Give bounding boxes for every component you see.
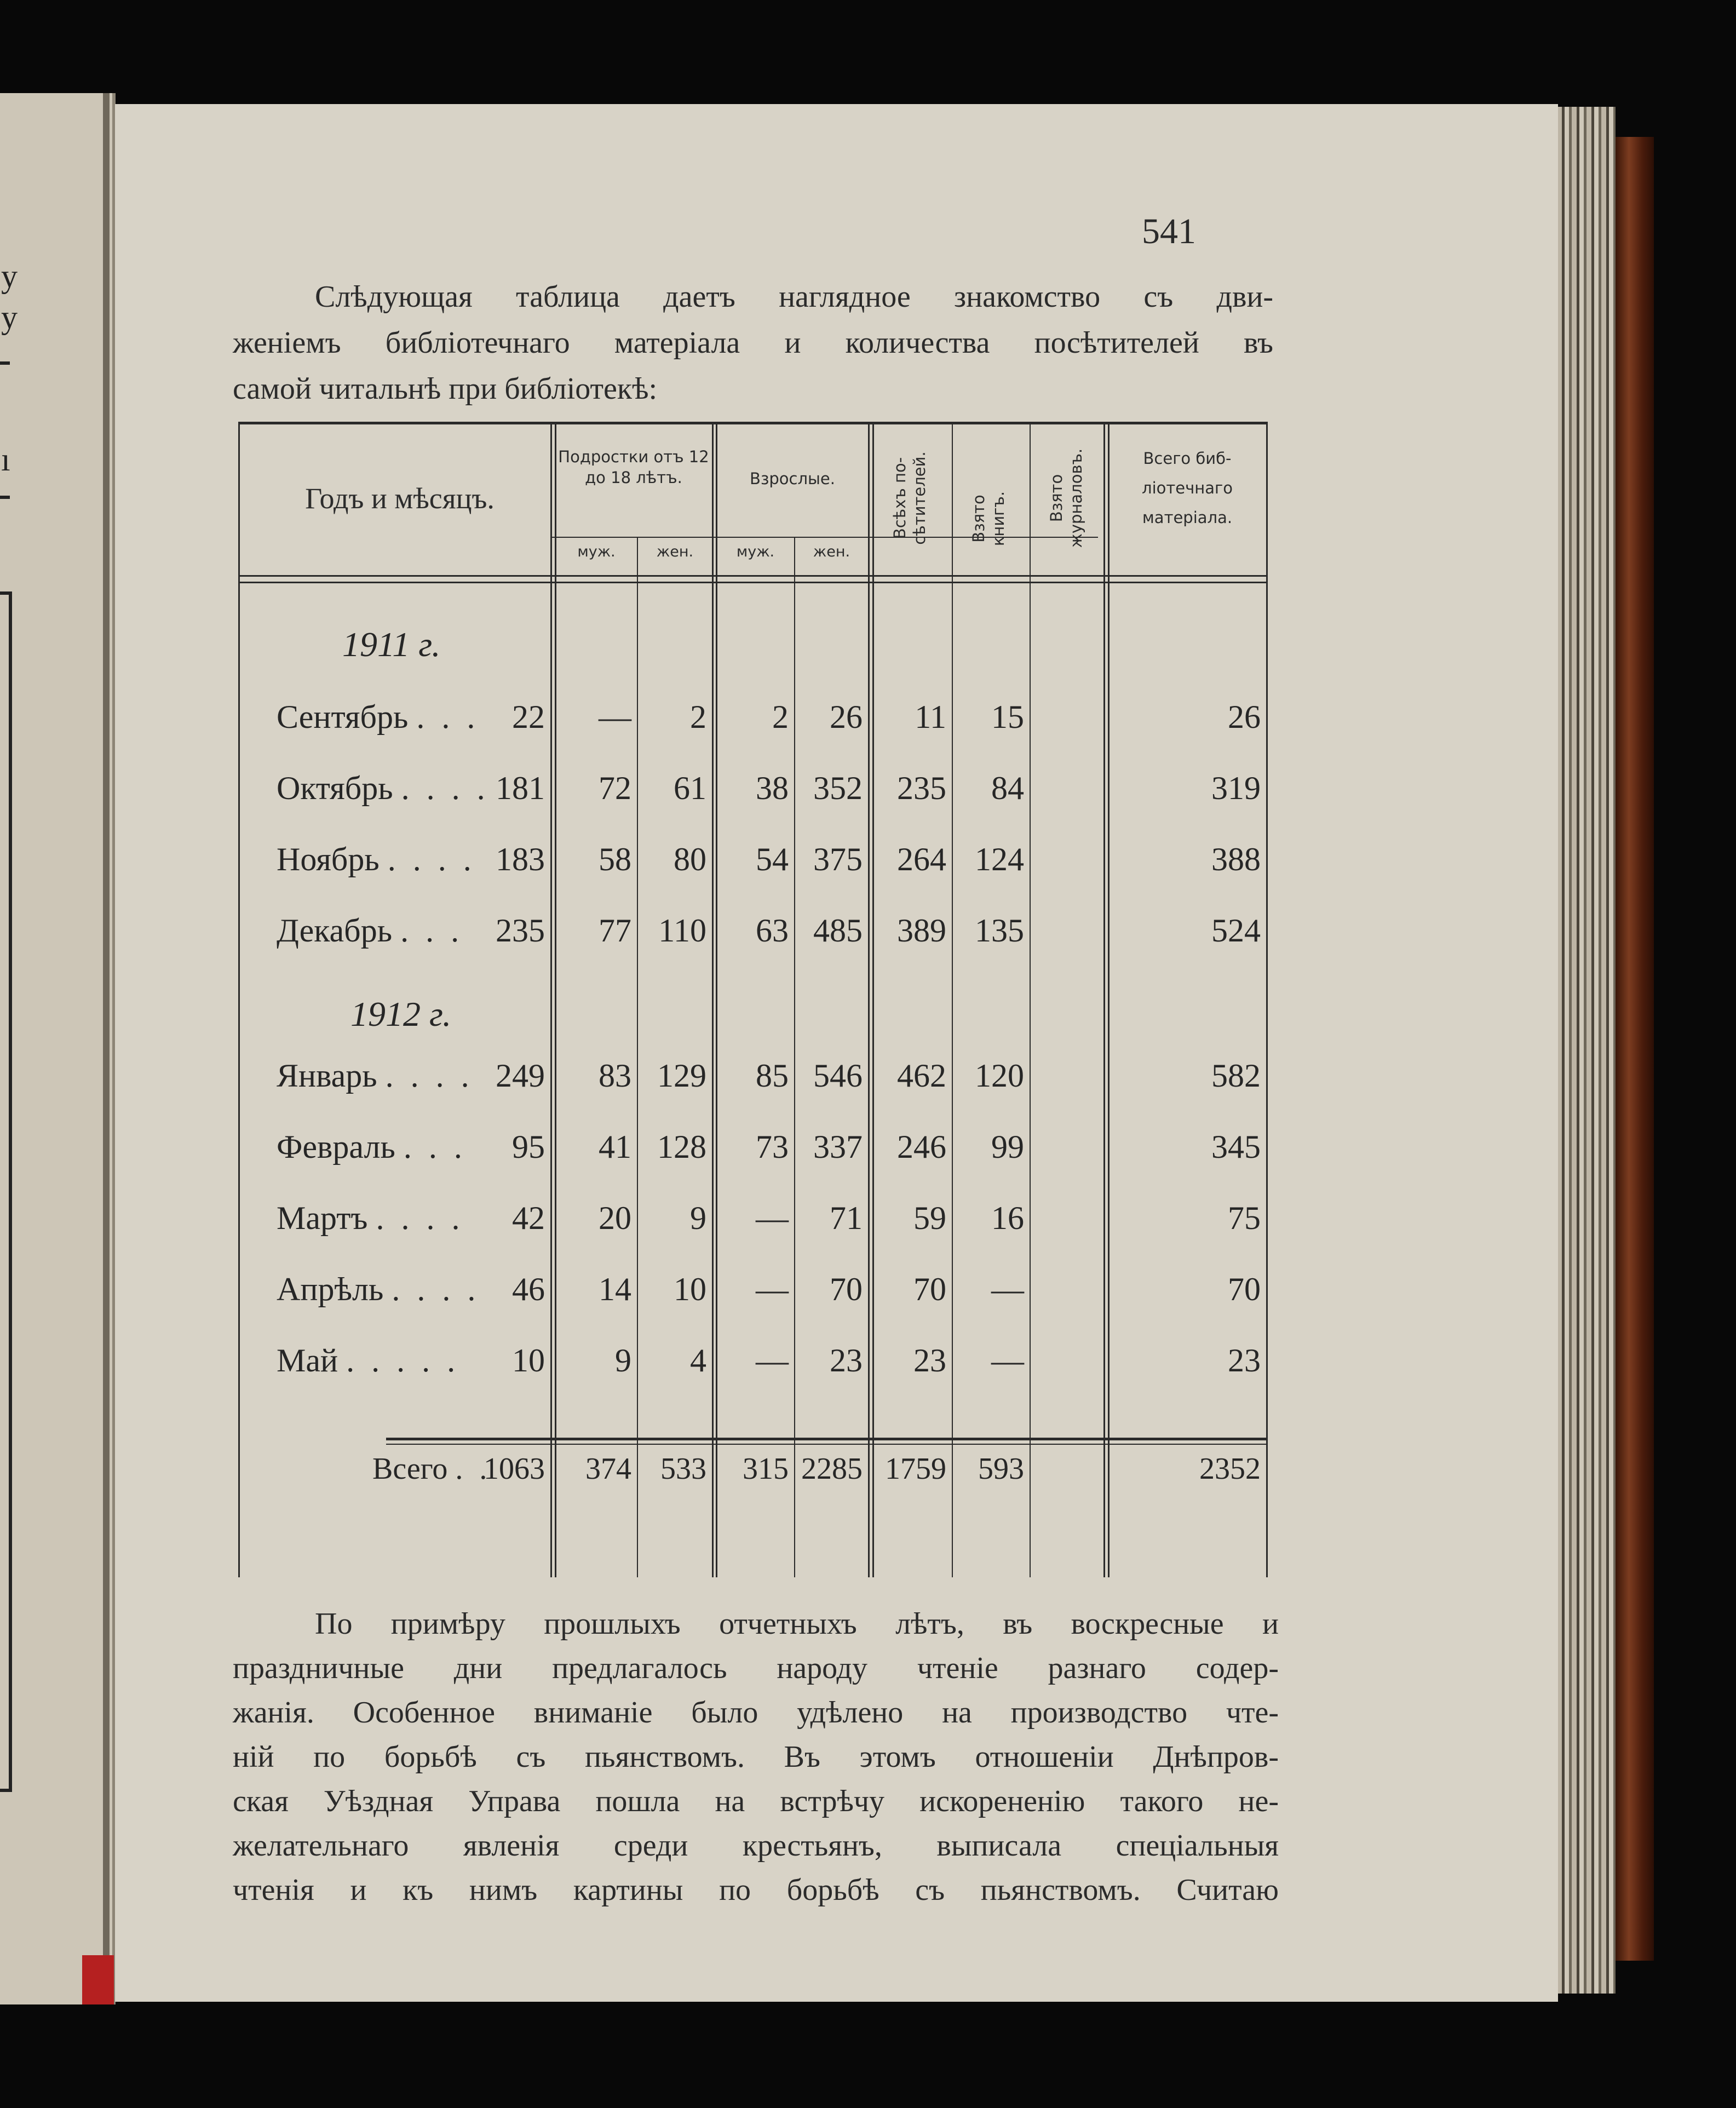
statistics-table bbox=[238, 422, 1268, 1583]
text-line: праздничные дни предлагалось народу чтеніе разнаго содер- bbox=[233, 1651, 1279, 1685]
cell-journals: 16 bbox=[991, 1200, 1024, 1236]
cell-adult-m: 110 bbox=[658, 912, 706, 949]
cell-teen-f: 14 bbox=[599, 1271, 631, 1307]
cell-adult-f: 73 bbox=[756, 1129, 789, 1165]
table-border-left bbox=[238, 422, 240, 1577]
facing-page-fragment: у bbox=[1, 258, 18, 294]
cell-adult-m: 128 bbox=[657, 1129, 706, 1165]
text-line: жанія. Особенное вниманіе было удѣлено на производство чте- bbox=[233, 1696, 1279, 1730]
cell-total: 70 bbox=[1228, 1271, 1261, 1307]
page-edges bbox=[1550, 107, 1616, 1994]
month-name: Мартъ bbox=[277, 1200, 368, 1236]
table-border-right bbox=[1266, 422, 1268, 1577]
cell-total: 26 bbox=[1228, 699, 1261, 735]
cell-total: 524 bbox=[1211, 912, 1261, 949]
cell-teen-f: 20 bbox=[599, 1200, 631, 1236]
header-journals: Взято журналовъ. bbox=[1047, 448, 1085, 548]
month-name: Сентябрь bbox=[277, 699, 409, 735]
cell-teen-f: — bbox=[599, 699, 631, 735]
cell-adult-f: — bbox=[756, 1200, 789, 1236]
cell-adult-m: 9 bbox=[690, 1200, 706, 1236]
totals-label-text: Всего bbox=[372, 1452, 448, 1486]
header-teens-female: жен. bbox=[656, 543, 694, 560]
total-teen-m: 1063 bbox=[484, 1452, 545, 1486]
cell-visitors: 26 bbox=[830, 699, 863, 735]
cell-books: 462 bbox=[897, 1058, 946, 1094]
cell-total: 345 bbox=[1211, 1129, 1261, 1165]
cell-adult-f: 54 bbox=[756, 841, 789, 877]
cell-teen-m: 181 bbox=[496, 770, 545, 806]
cell-adult-m: 10 bbox=[674, 1271, 706, 1307]
facing-page-table-edge bbox=[0, 591, 12, 1792]
header-adults: Взрослые. bbox=[750, 469, 835, 488]
total-total: 2352 bbox=[1199, 1452, 1261, 1486]
cell-books: 59 bbox=[913, 1200, 946, 1236]
intro-paragraph bbox=[233, 274, 1273, 412]
header-rule bbox=[238, 575, 1268, 577]
cell-teen-m: 95 bbox=[512, 1129, 545, 1165]
cell-journals: 135 bbox=[975, 912, 1024, 949]
cell-teen-m: 183 bbox=[496, 841, 545, 877]
cell-adult-m: 80 bbox=[674, 841, 706, 877]
subheader-rule bbox=[550, 537, 1098, 538]
month-name: Январь bbox=[277, 1058, 377, 1094]
header-year-month: Годъ и мѣсяцъ. bbox=[305, 482, 495, 515]
cell-journals: 124 bbox=[975, 841, 1024, 877]
cell-books: 23 bbox=[913, 1342, 946, 1378]
facing-page-edge bbox=[103, 93, 110, 2004]
leader-dots: . . . bbox=[416, 699, 480, 735]
year-heading-1911: 1911 г. bbox=[342, 625, 441, 664]
leader-dots: . . . . bbox=[376, 1200, 464, 1236]
cell-total: 319 bbox=[1211, 770, 1261, 806]
leader-dots: . . . . bbox=[401, 770, 490, 806]
facing-page-rule bbox=[0, 361, 10, 365]
header-teens-male: муж. bbox=[577, 543, 616, 560]
cell-adult-f: 2 bbox=[772, 699, 789, 735]
cell-books: 389 bbox=[897, 912, 946, 949]
cell-adult-m: 129 bbox=[657, 1058, 706, 1094]
month-name: Апрѣль bbox=[277, 1271, 384, 1307]
total-teen-f: 374 bbox=[585, 1452, 631, 1486]
cell-adult-m: 2 bbox=[690, 699, 706, 735]
month-name: Май bbox=[277, 1342, 338, 1378]
cell-books: 246 bbox=[897, 1129, 946, 1165]
cell-journals: 99 bbox=[991, 1129, 1024, 1165]
cell-total: 582 bbox=[1211, 1058, 1261, 1094]
cell-visitors: 23 bbox=[830, 1342, 863, 1378]
total-journals: 593 bbox=[978, 1452, 1024, 1486]
cell-teen-m: 249 bbox=[496, 1058, 545, 1094]
cell-books: 264 bbox=[897, 841, 946, 877]
text-line: чтенія и къ нимъ картины по борьбѣ съ пьянствомъ. Считаю bbox=[233, 1873, 1279, 1907]
cell-journals: 120 bbox=[975, 1058, 1024, 1094]
month-name: Декабрь bbox=[277, 912, 393, 949]
header-books: Взято книгъ. bbox=[969, 491, 1008, 547]
month-name: Октябрь bbox=[277, 770, 393, 806]
facing-page bbox=[0, 93, 116, 2004]
cell-visitors: 485 bbox=[813, 912, 863, 949]
column-rule bbox=[550, 422, 552, 1577]
text-line: женіемъ библіотечнаго матеріала и количества посѣтителей въ bbox=[233, 326, 1273, 360]
cell-teen-m: 22 bbox=[512, 699, 545, 735]
totals-rule bbox=[386, 1444, 1268, 1445]
leader-dots: . . . bbox=[400, 912, 464, 949]
column-rule bbox=[716, 422, 717, 1577]
cell-teen-f: 77 bbox=[599, 912, 631, 949]
cell-visitors: 352 bbox=[813, 770, 863, 806]
header-adults-female: жен. bbox=[813, 543, 850, 560]
header-teens: Подростки отъ 12 до 18 лѣтъ. bbox=[558, 447, 709, 487]
cell-teen-m: 10 bbox=[512, 1342, 545, 1378]
book-cover-edge bbox=[1616, 137, 1654, 1961]
cell-visitors: 375 bbox=[813, 841, 863, 877]
text-line: самой читальнѣ при библіотекѣ: bbox=[233, 372, 658, 406]
total-visitors: 2285 bbox=[801, 1452, 863, 1486]
total-adult-f: 315 bbox=[743, 1452, 789, 1486]
column-rule bbox=[555, 422, 556, 1577]
header-rule bbox=[238, 582, 1268, 583]
column-rule bbox=[868, 422, 870, 1577]
cell-teen-m: 42 bbox=[512, 1200, 545, 1236]
text-line: ская Уѣздная Управа пошла на встрѣчу искорененію такого не- bbox=[233, 1784, 1279, 1818]
text-line: желательнаго явленія среди крестьянъ, выписала спеціальныя bbox=[233, 1829, 1279, 1863]
table-top-rule bbox=[238, 422, 1268, 424]
cell-journals: — bbox=[991, 1342, 1024, 1378]
cell-adult-m: 61 bbox=[674, 770, 706, 806]
year-heading-1912: 1912 г. bbox=[350, 995, 452, 1033]
column-rule bbox=[1103, 422, 1105, 1577]
facing-page-fragment: ı bbox=[1, 441, 10, 478]
totals-leader-dots: . . bbox=[455, 1452, 492, 1486]
month-name: Ноябрь bbox=[277, 841, 380, 877]
cell-total: 75 bbox=[1228, 1200, 1261, 1236]
cell-journals: 84 bbox=[991, 770, 1024, 806]
column-rule bbox=[712, 422, 714, 1577]
cell-visitors: 71 bbox=[830, 1200, 863, 1236]
column-rule bbox=[1108, 422, 1110, 1577]
cell-journals: 15 bbox=[991, 699, 1024, 735]
column-rule bbox=[1030, 422, 1031, 1577]
month-name: Февраль bbox=[277, 1129, 395, 1165]
header-adults-male: муж. bbox=[736, 543, 775, 560]
body-paragraph bbox=[233, 1602, 1279, 1912]
column-rule bbox=[872, 422, 874, 1577]
text-line: ній по борьбѣ съ пьянствомъ. Въ этомъ отношеніи Днѣпров- bbox=[233, 1740, 1279, 1774]
total-adult-m: 533 bbox=[660, 1452, 706, 1486]
cell-adult-f: — bbox=[756, 1342, 789, 1378]
cell-visitors: 546 bbox=[813, 1058, 863, 1094]
text-line: По примѣру прошлыхъ отчетныхъ лѣтъ, въ воскресные и bbox=[315, 1607, 1279, 1641]
cell-books: 235 bbox=[897, 770, 946, 806]
bookmark-ribbon bbox=[82, 1955, 114, 2004]
leader-dots: . . . . bbox=[392, 1271, 480, 1307]
header-total-material: Всего биб- ліотечнаго матеріала. bbox=[1142, 449, 1233, 527]
leader-dots: . . . . bbox=[387, 841, 476, 877]
cell-teen-f: 83 bbox=[599, 1058, 631, 1094]
cell-adult-f: 63 bbox=[756, 912, 789, 949]
column-rule bbox=[952, 422, 953, 1577]
cell-visitors: 70 bbox=[830, 1271, 863, 1307]
totals-rule bbox=[386, 1438, 1268, 1440]
facing-page-rule bbox=[0, 496, 10, 499]
cell-teen-f: 58 bbox=[599, 841, 631, 877]
total-books: 1759 bbox=[885, 1452, 946, 1486]
leader-dots: . . . bbox=[403, 1129, 467, 1165]
cell-teen-f: 72 bbox=[599, 770, 631, 806]
cell-books: 11 bbox=[915, 699, 946, 735]
header-visitors: Всѣхъ по- сѣтителей. bbox=[890, 451, 929, 545]
cell-teen-f: 41 bbox=[599, 1129, 631, 1165]
leader-dots: . . . . . bbox=[346, 1342, 460, 1378]
cell-books: 70 bbox=[913, 1271, 946, 1307]
cell-teen-m: 46 bbox=[512, 1271, 545, 1307]
cell-adult-m: 4 bbox=[690, 1342, 706, 1378]
cell-adult-f: — bbox=[756, 1271, 789, 1307]
cell-journals: — bbox=[991, 1271, 1024, 1307]
cell-teen-f: 9 bbox=[615, 1342, 631, 1378]
text-line: Слѣдующая таблица даетъ наглядное знакомство съ дви- bbox=[315, 280, 1273, 314]
leader-dots: . . . . bbox=[385, 1058, 474, 1094]
cell-total: 388 bbox=[1211, 841, 1261, 877]
facing-page-fragment: у bbox=[1, 299, 18, 335]
cell-teen-m: 235 bbox=[496, 912, 545, 949]
cell-adult-f: 38 bbox=[756, 770, 789, 806]
cell-total: 23 bbox=[1228, 1342, 1261, 1378]
cell-adult-f: 85 bbox=[756, 1058, 789, 1094]
page-number: 541 bbox=[1142, 211, 1196, 251]
cell-visitors: 337 bbox=[813, 1129, 863, 1165]
